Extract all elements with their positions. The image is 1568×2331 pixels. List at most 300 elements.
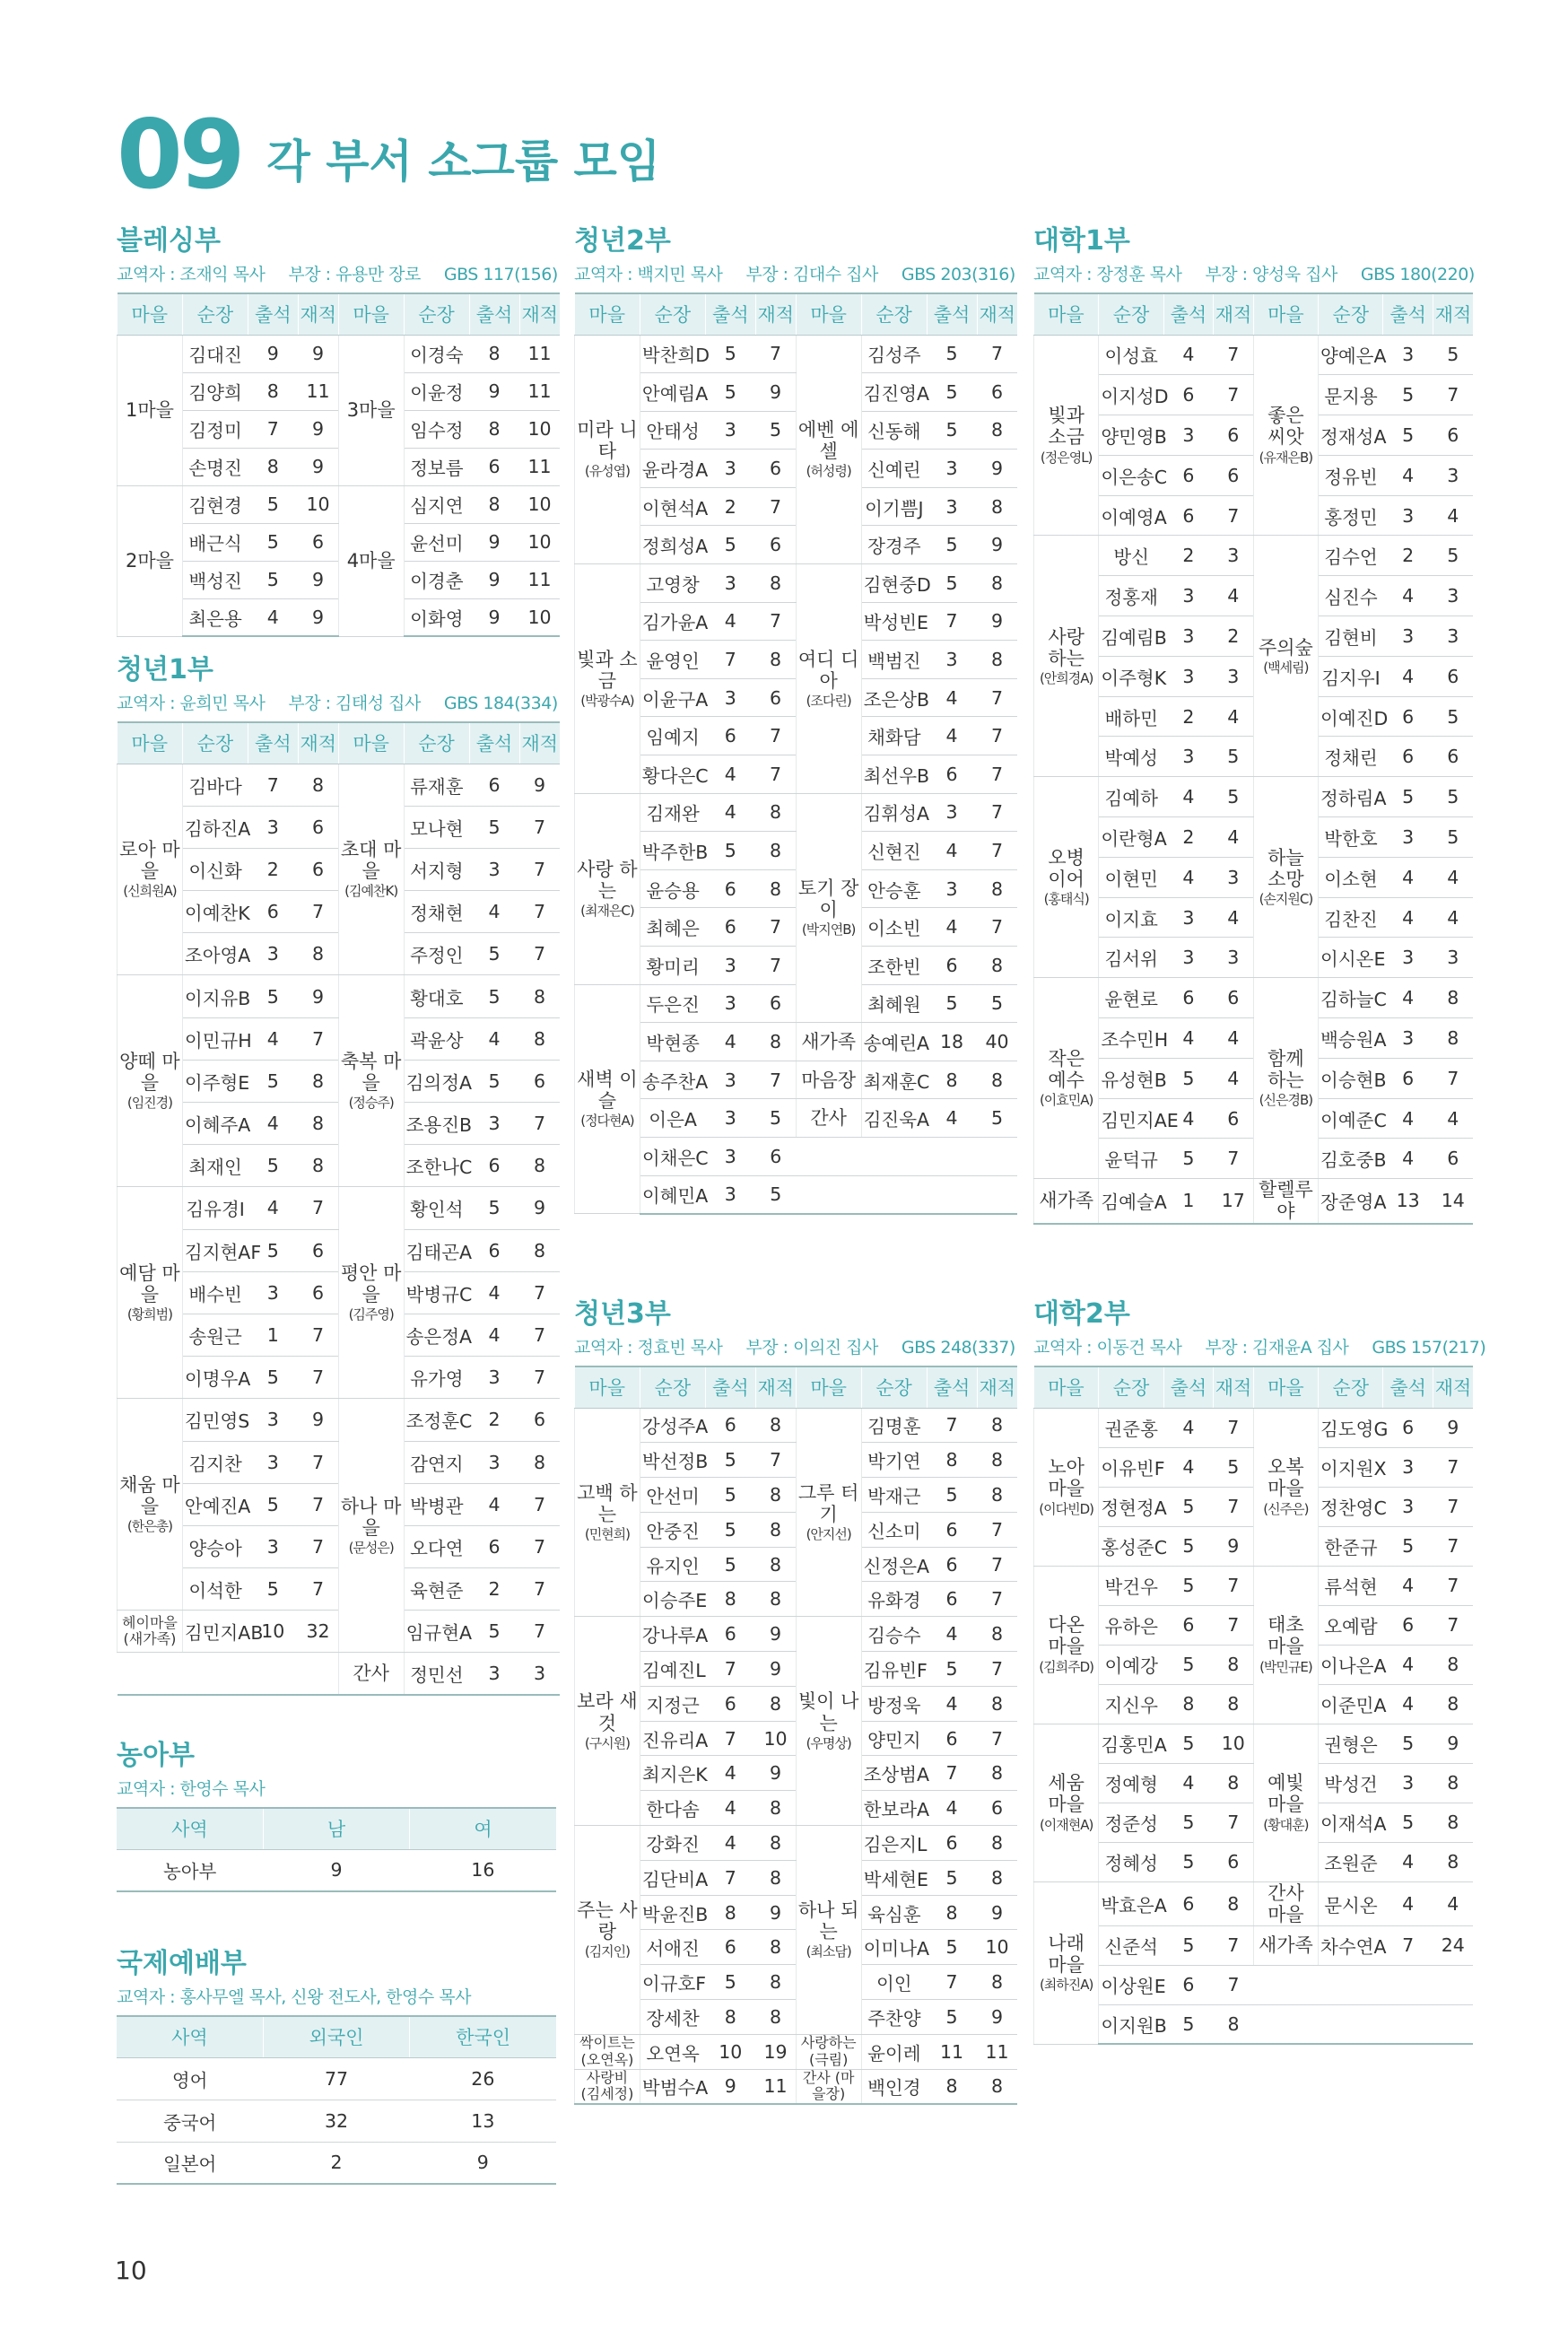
attendance: 3 (469, 1653, 519, 1695)
enrollment: 5 (1433, 817, 1473, 858)
attendance: 4 (1163, 857, 1214, 897)
enrollment: 7 (1214, 335, 1254, 375)
village-label: 간사 (마을장) (802, 2068, 855, 2103)
enrollment: 6 (755, 984, 796, 1023)
village-label: 사랑비 (김세정) (580, 2068, 634, 2103)
enrollment: 8 (298, 1145, 338, 1187)
leader-name: 송은정A (404, 1314, 469, 1356)
head-text: 부장 : 김대수 집사 (745, 265, 878, 284)
leader-name: 김민영S (182, 1399, 248, 1441)
section-info (117, 1776, 560, 1800)
leader-name: 이지원B (1099, 2004, 1163, 2044)
head-text: 부장 : 김재윤A 집사 (1205, 1338, 1349, 1358)
leader-name: 양승아 (182, 1525, 248, 1567)
village-name (1253, 1925, 1318, 1965)
attendance: 5 (248, 1060, 298, 1102)
attendance: 4 (1163, 1098, 1214, 1139)
enrollment: 8 (755, 1826, 796, 1861)
attendance: 4 (927, 717, 977, 755)
youth1-table (117, 721, 560, 1696)
village-name (1253, 1408, 1318, 1566)
leader-name: 강나루A (640, 1617, 705, 1652)
table-row (575, 793, 1018, 832)
attendance: 6 (248, 891, 298, 933)
attendance: 8 (469, 485, 519, 523)
leader-name: 이민규H (182, 1017, 248, 1060)
village-name (338, 764, 404, 975)
attendance: 5 (1163, 1724, 1214, 1763)
attendance: 6 (469, 1145, 519, 1187)
col-header: 순장 (1099, 293, 1163, 335)
leader-name: 김유빈F (861, 1652, 927, 1687)
attendance: 3 (1163, 415, 1214, 456)
table-row (117, 2142, 556, 2184)
attendance: 6 (705, 1686, 755, 1721)
leader-name: 정혜성 (1099, 1842, 1163, 1881)
attendance: 3 (927, 793, 977, 832)
attendance: 4 (1163, 777, 1214, 817)
attendance: 4 (927, 1617, 977, 1652)
village-label: 그루 터기 (797, 1481, 859, 1525)
enrollment: 8 (519, 1017, 560, 1060)
attendance: 6 (1383, 1058, 1433, 1098)
village-label: 미라 니타 (577, 419, 638, 463)
table-row (575, 1061, 1018, 1099)
leader-name: 김예진L (640, 1652, 705, 1687)
attendance: 3 (927, 641, 977, 679)
leader-name: 이현민 (1099, 857, 1163, 897)
enrollment: 7 (977, 1721, 1017, 1756)
attendance: 6 (1163, 375, 1214, 415)
leader-name: 김민지AE (1099, 1098, 1163, 1139)
village-leader: (임진경) (126, 1095, 173, 1112)
attendance: 6 (1383, 696, 1433, 737)
enrollment: 9 (298, 975, 338, 1017)
enrollment: 8 (1433, 978, 1473, 1018)
youth2-table (574, 292, 1017, 1215)
enrollment: 8 (755, 564, 796, 603)
attendance: 5 (927, 1652, 977, 1687)
leader-name: 이소현 (1319, 857, 1383, 897)
village-label: 마음장 (801, 1069, 857, 1091)
enrollment: 8 (755, 1512, 796, 1547)
attendance: 5 (705, 335, 755, 373)
leader-name: 김예슬A (1099, 1179, 1163, 1224)
enrollment: 7 (519, 1483, 560, 1525)
section-info (117, 261, 560, 285)
attendance: 5 (927, 1930, 977, 1965)
attendance: 4 (705, 793, 755, 832)
table-row (575, 1137, 1018, 1175)
village-leader: (조다린) (806, 692, 851, 709)
village-leader: (황희범) (126, 1306, 173, 1323)
attendance: 6 (927, 1547, 977, 1582)
leader-name: 황다은C (640, 755, 705, 794)
leader-name: 감연지 (404, 1441, 469, 1483)
table-row (1034, 1408, 1474, 1447)
attendance: 3 (469, 1441, 519, 1483)
leader-name: 윤영인 (640, 641, 705, 679)
village-leader: (구시원) (584, 1734, 631, 1751)
youth3-table (574, 1366, 1017, 2105)
leader-name: 양예은A (1319, 335, 1383, 375)
col-header: 재적 (977, 1366, 1017, 1408)
leader-name: 이명우A (182, 1357, 248, 1399)
table-cell: 26 (410, 2057, 556, 2100)
pastor-text: 교역자 : 홍사무엘 목사, 신왕 전도사, 한영수 목사 (117, 1987, 471, 2007)
enrollment: 6 (1214, 978, 1254, 1018)
leader-name: 이기쁨J (861, 487, 927, 526)
attendance: 4 (927, 832, 977, 870)
leader-name: 안선미 (640, 1478, 705, 1513)
leader-name: 김재완 (640, 793, 705, 832)
attendance: 4 (927, 1099, 977, 1138)
enrollment: 9 (519, 764, 560, 806)
attendance: 3 (705, 1061, 755, 1099)
head-text: 부장 : 유용만 장로 (288, 265, 421, 284)
enrollment: 10 (519, 523, 560, 561)
village-leader: (허성령) (806, 463, 851, 480)
leader-name: 백승원A (1319, 1018, 1383, 1059)
attendance: 8 (705, 1582, 755, 1617)
enrollment: 7 (977, 1512, 1017, 1547)
village-name (575, 1826, 640, 2035)
leader-name: 권준홍 (1099, 1408, 1163, 1447)
village-leader: (안지선) (806, 1525, 851, 1542)
attendance: 6 (1383, 737, 1433, 777)
leader-name: 이예찬K (182, 891, 248, 933)
attendance: 5 (1163, 1526, 1214, 1566)
section-title: 국제예배부 (117, 1948, 247, 1979)
attendance: 5 (927, 2000, 977, 2035)
attendance: 4 (248, 1017, 298, 1060)
enrollment: 10 (519, 410, 560, 448)
section-intl (117, 1949, 560, 2185)
enrollment: 10 (977, 1930, 1017, 1965)
enrollment: 8 (977, 411, 1017, 450)
leader-name: 김가윤A (640, 602, 705, 641)
attendance: 5 (248, 1229, 298, 1271)
enrollment: 8 (755, 869, 796, 908)
attendance: 3 (248, 1441, 298, 1483)
attendance: 5 (927, 373, 977, 412)
village-label: 간사 (353, 1663, 389, 1685)
enrollment: 7 (755, 755, 796, 794)
attendance: 3 (705, 411, 755, 450)
enrollment: 5 (755, 1099, 796, 1138)
leader-name: 권형은 (1319, 1724, 1383, 1763)
empty-cell (927, 1175, 977, 1214)
village-name (1034, 1408, 1099, 1566)
leader-name: 이상원E (1099, 1965, 1163, 2004)
attendance: 4 (705, 1023, 755, 1061)
attendance: 4 (469, 1017, 519, 1060)
leader-name: 최재훈C (861, 1061, 927, 1099)
village-name (1253, 1724, 1318, 1881)
attendance: 5 (1383, 1724, 1433, 1763)
village-label: 새가족 (801, 1030, 857, 1052)
leader-name: 배근식 (182, 523, 248, 561)
village-name (338, 335, 404, 485)
leader-name: 오다연 (404, 1525, 469, 1567)
enrollment: 4 (1214, 1058, 1254, 1098)
leader-name: 이시온E (1319, 938, 1383, 978)
leader-name: 이성효 (1099, 335, 1163, 375)
table-row (118, 764, 561, 806)
col-header: 출석 (469, 293, 519, 335)
enrollment: 7 (1433, 1487, 1473, 1526)
attendance: 6 (469, 448, 519, 485)
leader-name: 조한빈 (861, 947, 927, 985)
attendance: 5 (248, 1357, 298, 1399)
attendance: 5 (705, 1443, 755, 1478)
enrollment: 4 (1214, 576, 1254, 616)
section-title: 대학2부 (1033, 1298, 1130, 1330)
attendance: 7 (927, 602, 977, 641)
col-header: 사역 (117, 1808, 263, 1849)
section-info (1033, 261, 1473, 285)
attendance: 9 (705, 2069, 755, 2104)
leader-name: 심지연 (404, 485, 469, 523)
attendance: 8 (927, 2069, 977, 2104)
leader-name: 백범진 (861, 641, 927, 679)
village-label: 나래 마을 (1048, 1932, 1085, 1977)
section-info (1033, 1334, 1486, 1358)
enrollment: 6 (1214, 1098, 1254, 1139)
village-label: 세움 마을 (1048, 1772, 1085, 1816)
enrollment: 5 (1433, 536, 1473, 576)
attendance: 5 (1163, 1842, 1214, 1881)
attendance: 5 (1383, 375, 1433, 415)
village-name (1034, 1566, 1099, 1724)
enrollment: 10 (298, 485, 338, 523)
leader-name: 박기연 (861, 1443, 927, 1478)
attendance: 5 (705, 373, 755, 412)
leader-name: 이준민A (1319, 1684, 1383, 1724)
leader-name: 송예린A (861, 1023, 927, 1061)
enrollment: 7 (1214, 495, 1254, 536)
village-name (796, 793, 861, 1023)
leader-name: 이경춘 (404, 561, 469, 598)
enrollment: 7 (1433, 375, 1473, 415)
attendance: 8 (705, 2000, 755, 2035)
village-name (1253, 1881, 1318, 1925)
attendance: 3 (927, 869, 977, 908)
enrollment: 3 (1214, 656, 1254, 696)
enrollment: 4 (1214, 1018, 1254, 1059)
table-row (1034, 978, 1474, 1018)
attendance: 3 (705, 678, 755, 717)
leader-name: 김휘성A (861, 793, 927, 832)
attendance: 3 (1163, 737, 1214, 777)
enrollment: 2 (1214, 616, 1254, 657)
gbs-text: GBS 157(217) (1372, 1338, 1486, 1358)
table-row (575, 335, 1018, 373)
attendance: 6 (1163, 1605, 1214, 1645)
village-leader: (김주영) (348, 1306, 394, 1323)
attendance: 5 (927, 564, 977, 603)
leader-name: 김현비 (1319, 616, 1383, 657)
col-header: 재적 (1433, 293, 1473, 335)
attendance: 3 (927, 487, 977, 526)
village-name (1034, 1881, 1099, 2044)
attendance: 4 (469, 1483, 519, 1525)
empty-cell (248, 1653, 298, 1695)
village-leader: (홍태식) (1043, 891, 1089, 908)
village-name (575, 1617, 640, 1826)
village-name (575, 335, 640, 564)
leader-name: 김지우I (1319, 656, 1383, 696)
leader-name: 최은용 (182, 598, 248, 636)
village-label: 1마을 (125, 398, 174, 421)
attendance: 4 (1383, 1881, 1433, 1925)
leader-name: 김정미 (182, 410, 248, 448)
leader-name: 양민영B (1099, 415, 1163, 456)
village-name (575, 2069, 640, 2104)
attendance: 6 (705, 1408, 755, 1443)
attendance: 3 (705, 1137, 755, 1175)
col-header: 마을 (1253, 1366, 1318, 1408)
enrollment: 9 (977, 1895, 1017, 1930)
table-row (575, 1617, 1018, 1652)
enrollment: 9 (755, 1652, 796, 1687)
attendance: 5 (469, 806, 519, 848)
enrollment: 5 (977, 984, 1017, 1023)
col-header: 마을 (796, 1366, 861, 1408)
enrollment: 8 (298, 764, 338, 806)
village-name (1253, 978, 1318, 1179)
attendance: 5 (1163, 1925, 1214, 1965)
village-label: 새가족 (1039, 1190, 1094, 1212)
attendance: 2 (469, 1399, 519, 1441)
table-row (575, 2069, 1018, 2104)
village-leader: (이재현A) (1039, 1816, 1093, 1833)
leader-name: 이화영 (404, 598, 469, 636)
section-blessing (117, 226, 560, 637)
leader-name: 황대호 (404, 975, 469, 1017)
attendance: 4 (927, 1686, 977, 1721)
leader-name: 김의정A (404, 1060, 469, 1102)
page-title: 각 부서 소그룹 모임 (266, 135, 661, 188)
leader-name: 차수연A (1319, 1925, 1383, 1965)
village-leader: (정다현A) (580, 1113, 634, 1130)
enrollment: 7 (298, 1483, 338, 1525)
village-leader: (최하진A) (1039, 1977, 1093, 1994)
attendance: 4 (1163, 1408, 1214, 1447)
leader-name: 최혜은 (640, 908, 705, 947)
table-row (1034, 1566, 1474, 1605)
attendance: 2 (705, 487, 755, 526)
village-label: 채움 마을 (119, 1474, 180, 1518)
section-title: 농아부 (117, 1740, 195, 1771)
enrollment: 6 (755, 678, 796, 717)
attendance: 3 (1383, 335, 1433, 375)
leader-name: 지정근 (640, 1686, 705, 1721)
leader-name: 박병관 (404, 1483, 469, 1525)
enrollment: 7 (519, 1103, 560, 1145)
enrollment: 8 (519, 1145, 560, 1187)
enrollment: 8 (298, 1103, 338, 1145)
col-header: 마을 (1253, 293, 1318, 335)
village-name (796, 1023, 861, 1061)
attendance: 4 (1383, 1098, 1433, 1139)
page-number: 10 (115, 2256, 147, 2285)
leader-name: 류재훈 (404, 764, 469, 806)
empty-cell (1253, 1965, 1318, 2004)
village-leader: (정은영L) (1040, 449, 1093, 466)
enrollment: 10 (519, 485, 560, 523)
attendance: 7 (1383, 1925, 1433, 1965)
enrollment: 7 (1214, 1925, 1254, 1965)
leader-name: 김지현AF (182, 1229, 248, 1271)
empty-cell (1319, 2004, 1383, 2044)
attendance: 6 (927, 947, 977, 985)
enrollment: 6 (1433, 415, 1473, 456)
attendance: 3 (1163, 616, 1214, 657)
village-leader: (최소담) (806, 1943, 851, 1960)
col-header: 출석 (1163, 1366, 1214, 1408)
leader-name: 장경주 (861, 526, 927, 564)
leader-name: 정홍재 (1099, 576, 1163, 616)
leader-name: 김진영A (861, 373, 927, 412)
enrollment: 9 (977, 450, 1017, 488)
enrollment: 17 (1214, 1179, 1254, 1224)
col-header: 순장 (1099, 1366, 1163, 1408)
attendance: 10 (248, 1611, 298, 1653)
leader-name: 이승주E (640, 1582, 705, 1617)
leader-name: 이윤정 (404, 372, 469, 410)
enrollment: 8 (977, 1756, 1017, 1791)
attendance: 1 (248, 1314, 298, 1356)
leader-name: 이현석A (640, 487, 705, 526)
college1-table (1033, 292, 1473, 1225)
attendance: 8 (705, 1895, 755, 1930)
attendance: 5 (705, 1478, 755, 1513)
village-leader: (김희주D) (1039, 1658, 1094, 1675)
table-cell: 일본어 (117, 2142, 263, 2184)
table-cell: 영어 (117, 2057, 263, 2100)
intl-table (117, 2015, 556, 2185)
leader-name: 이인 (861, 1965, 927, 2000)
leader-name: 김유경I (182, 1187, 248, 1229)
leader-name: 문시온 (1319, 1881, 1383, 1925)
leader-name: 이유빈F (1099, 1447, 1163, 1487)
attendance: 5 (248, 1145, 298, 1187)
village-label: 보라 새것 (577, 1690, 638, 1734)
attendance: 7 (705, 641, 755, 679)
leader-name: 박선정B (640, 1443, 705, 1478)
section-info (574, 1334, 1017, 1358)
attendance: 9 (469, 561, 519, 598)
attendance: 5 (248, 485, 298, 523)
enrollment: 5 (755, 1175, 796, 1214)
col-header: 순장 (182, 722, 248, 764)
attendance: 5 (1383, 415, 1433, 456)
leader-name: 김민지AB (182, 1611, 248, 1653)
enrollment: 7 (1214, 1139, 1254, 1179)
enrollment: 7 (519, 1271, 560, 1314)
col-header: 마을 (1034, 1366, 1099, 1408)
enrollment: 8 (1433, 1684, 1473, 1724)
enrollment: 8 (977, 1478, 1017, 1513)
enrollment: 9 (1214, 1526, 1254, 1566)
attendance: 4 (469, 891, 519, 933)
attendance: 3 (248, 806, 298, 848)
enrollment: 8 (755, 1582, 796, 1617)
enrollment: 3 (1433, 938, 1473, 978)
village-leader: (민현희) (584, 1525, 631, 1542)
leader-name: 임규현A (404, 1611, 469, 1653)
